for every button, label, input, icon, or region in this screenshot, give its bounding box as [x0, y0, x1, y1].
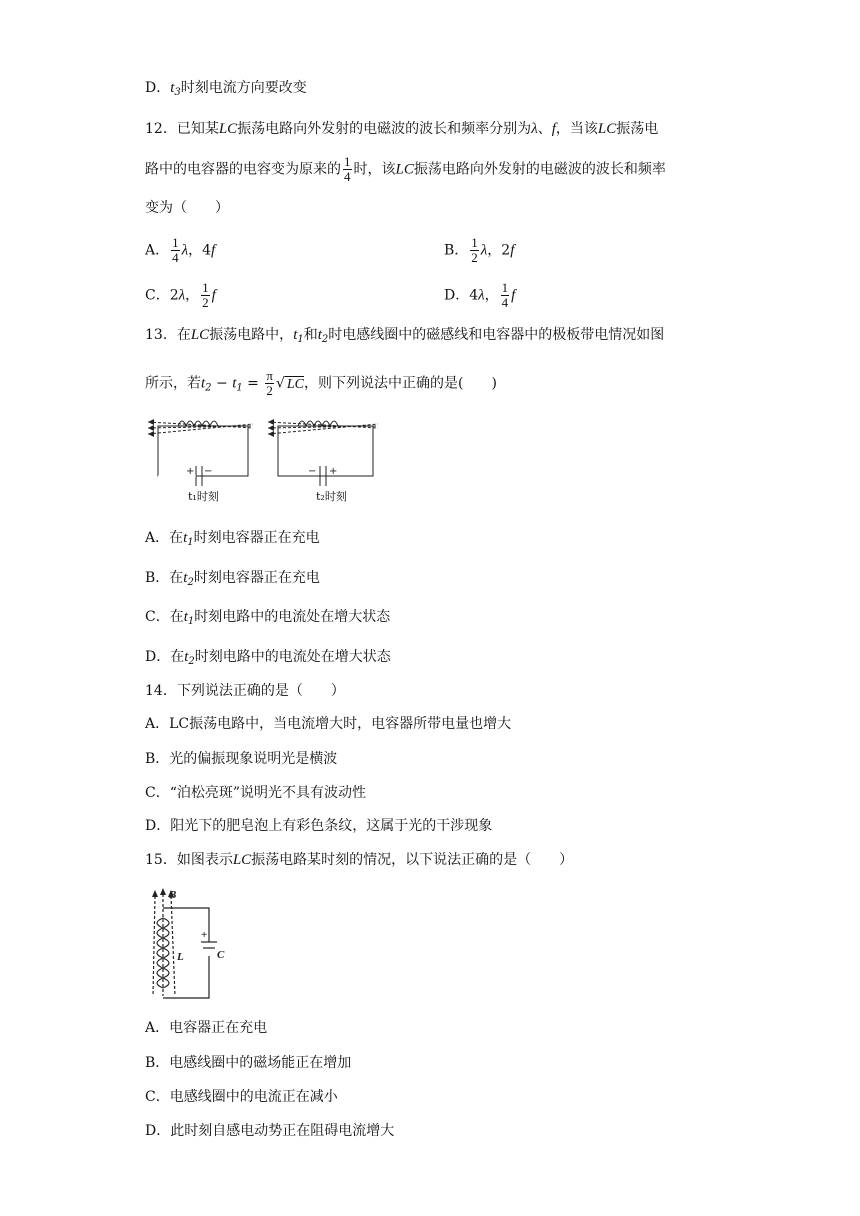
svg-text:−: − — [204, 466, 213, 477]
q14-option-d: D．阳光下的肥皂泡上有彩色条纹，这属于光的干涉现象 — [145, 818, 493, 834]
svg-text:+: + — [186, 466, 195, 477]
q15-label-l: L — [177, 951, 184, 963]
q14-stem: 14．下列说法正确的是（ ） — [145, 683, 345, 699]
q13-fig2-caption: t₂时刻 — [316, 490, 347, 503]
q15-option-d: D．此时刻自感电动势正在阻碍电流增大 — [145, 1123, 395, 1139]
q13-stem-line2: 所示，若$t_2 - t_1$ = $\frac{\pi}{2}$ √ LC，则下列说法中正确的是( ) — [145, 368, 497, 398]
q13-option-b: B．在$t_2$时刻电容器正在充电 — [145, 570, 320, 588]
q12-option-d: D．4λ， $\frac{1}{4}$ f — [444, 280, 516, 310]
q13-circuit-figures — [148, 414, 383, 506]
svg-text:−: − — [308, 466, 317, 477]
q12-option-b: B． $\frac{1}{2}$ λ，2f — [444, 235, 515, 265]
q12-option-a: A． $\frac{1}{4}$ λ，4f — [145, 235, 216, 265]
q15-option-a: A．电容器正在充电 — [145, 1020, 268, 1036]
q15-option-b: B．电感线圈中的磁场能正在增加 — [145, 1055, 352, 1071]
q12-stem-line1: 12．已知某LC振荡电路向外发射的电磁波的波长和频率分别为λ、f，当该LC振荡电 — [145, 121, 659, 137]
q14-option-a: A．LC振荡电路中，当电流增大时，电容器所带电量也增大 — [145, 716, 512, 732]
q13-option-d: D．在$t_2$时刻电路中的电流处在增大状态 — [145, 649, 391, 667]
q15-label-b: B — [169, 889, 177, 901]
q15-label-plus: + — [201, 929, 208, 941]
q14-option-b: B．光的偏振现象说明光是横波 — [145, 751, 338, 767]
q15-circuit-figure — [143, 888, 223, 1000]
svg-text:+: + — [329, 466, 338, 477]
q13-option-a: A．在$t_1$时刻电容器正在充电 — [145, 530, 320, 548]
q14-option-c: C．“泊松亮斑”说明光不具有波动性 — [145, 785, 367, 801]
q13-option-c: C．在$t_1$时刻电路中的电流处在增大状态 — [145, 609, 391, 627]
q12-stem-line2: 路中的电容器的电容变为原来的 $\frac{1}{4}$ 时，该LC振荡电路向外发射的电磁波的波长和频率 — [145, 154, 666, 184]
q15-stem: 15．如图表示LC振荡电路某时刻的情况，以下说法正确的是（ ） — [145, 852, 574, 868]
q13-stem-line1: 13．在LC振荡电路中，$t_1$和$t_2$时电感线圈中的磁感线和电容器中的极板带电情况如图 — [145, 327, 665, 345]
q12-option-c: C．2λ， $\frac{1}{2}$ f — [145, 280, 216, 310]
q15-option-c: C．电感线圈中的电流正在减小 — [145, 1089, 338, 1105]
q13-fig1-caption: t₁时刻 — [188, 490, 219, 503]
q11-option-d: D．$t_3$时刻电流方向要改变 — [145, 80, 307, 98]
q15-label-c: C — [217, 949, 225, 961]
q12-stem-line3: 变为（ ） — [145, 200, 229, 216]
